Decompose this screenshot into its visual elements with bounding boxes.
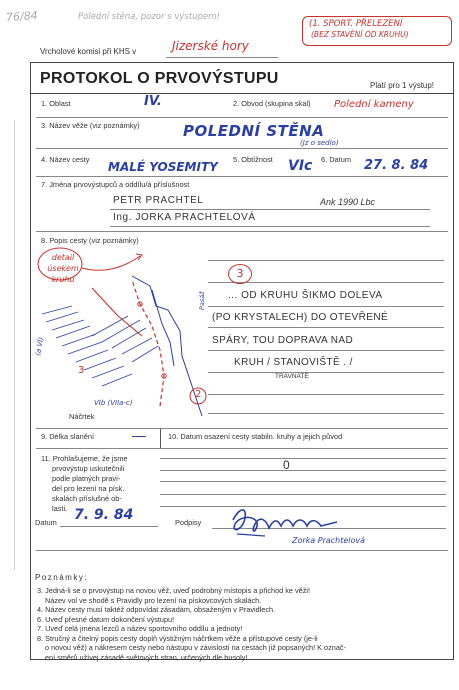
description-note: TRAVNATÉ — [275, 373, 309, 380]
cesta-label: 4. Název cesty — [41, 155, 90, 164]
delka-label: 9. Délka slanění — [41, 432, 94, 441]
vez-note: (Jz o sedlo) — [300, 139, 339, 147]
vez-label: 3. Název věže (viz poznámky) — [41, 121, 140, 130]
signature-2: Zorka Prachtelová — [292, 536, 366, 545]
podpisy-label: Podpisy — [175, 518, 202, 527]
note-2: 4. Název cesty musí taktéž odpovídat zásadám, obsaženým v Pravidlech. — [37, 605, 276, 614]
red-box-note-line-2: (BEZ STAVĚNÍ OD KRUHU) — [311, 30, 409, 39]
datum-label: 6. Datum — [321, 155, 351, 164]
nacrtek-label: Náčrtek — [69, 412, 95, 421]
prohlasujeme-line-6: lasti. — [52, 504, 68, 513]
delka-dash — [132, 436, 146, 437]
left-margin-fold — [14, 120, 15, 570]
note-1: 3. Jedná-li se o prvovýstup na novou věž, uveď podrobný místopis a přichod ke věži! — [37, 586, 310, 595]
sketch-label-vi: (a VI) — [34, 336, 46, 357]
osazeni-value: 0 — [283, 458, 290, 472]
oblast-value: IV. — [144, 94, 162, 109]
notes-block — [37, 586, 346, 662]
red-box-note — [302, 16, 452, 46]
committee-value: Jizerské hory — [172, 39, 249, 53]
datum2-value: 7. 9. 84 — [74, 507, 134, 523]
datum2-label: Datum — [35, 518, 57, 527]
osazeni-label: 10. Datum osazení cesty stabiln. kruhy a jejich původ — [168, 432, 343, 441]
prohlasujeme-line-5: skalách příslušné ob- — [52, 494, 122, 503]
prohlasujeme-line-1: 11. Prohlašujeme, že jsme — [41, 454, 128, 463]
obtiznost-label: 5. Obtížnost — [233, 155, 273, 164]
oblast-label: 1. Oblast — [41, 99, 71, 108]
desc-marker-3: 3 — [228, 264, 252, 284]
person-2: Ing. JORKA PRACHTELOVÁ — [113, 212, 256, 223]
note-4: 7. Uveď celá jména lezců a název sportovního oddílu a jednoty! — [37, 624, 243, 633]
jmena-label: 7. Jména prvovýstupců a oddílu/á příslušnost — [41, 180, 190, 189]
prohlasujeme-line-3: podle platných pravi- — [52, 474, 121, 483]
note-1b: Název vol ve shodě s Pravidly pro lezení na pískovcových skalách. — [45, 595, 262, 605]
note-5b: o novou věž) a nákresem cesty nebo nástupu v závislosti na cestách již popsaných! K označ- — [45, 643, 346, 652]
notes-title: Poznámky: — [35, 573, 89, 582]
page-number: 76/84 — [5, 8, 39, 25]
page-title: PROTOKOL O PRVOVÝSTUPU — [40, 70, 279, 87]
person-1-club: Ank 1990 Lbc — [320, 197, 376, 207]
pencil-note: Polední stěna, pozor s výstupem! — [78, 12, 220, 22]
sketch-detail-label: detail úsekem kruhu — [47, 253, 79, 284]
sketch-label-pasaz: Pasáž — [198, 291, 206, 310]
committee-label: Vrcholové komisi při KHS v — [40, 47, 137, 56]
sketch-marker-3: 3 — [78, 365, 85, 376]
vez-value: POLEDNÍ STĚNA — [183, 122, 325, 140]
red-box-note-line-1: (1. SPORT. PŘELEZENÍ — [309, 19, 403, 29]
prohlasujeme-line-4: del pro lezení na písk. — [52, 484, 125, 493]
obvod-label: 2. Obvod (skupina skal) — [233, 99, 311, 108]
note-3: 6. Uveď přesné datum dokončení výstupu! — [37, 614, 175, 624]
prohlasujeme-line-2: prvovýstup uskutečnili — [52, 464, 125, 473]
cesta-value: MALÉ YOSEMITY — [108, 160, 218, 174]
obtiznost-value: VIc — [288, 158, 313, 174]
person-1: PETR PRACHTEL — [113, 195, 204, 206]
datum-value: 27. 8. 84 — [364, 158, 429, 173]
validity-note: Platí pro 1 výstup! — [370, 81, 435, 90]
note-5: 8. Stručný a čitelný popis cesty doplň výstižným náčrtkem věže a přístupové cesty (je-li — [37, 633, 318, 643]
sketch-label-grade: VIb (VIIa-c) — [94, 399, 133, 407]
note-5c: ení směrů užívej zásadě světových stran, určených dle busoly! — [45, 652, 248, 662]
popis-label: 8. Popis cesty (viz poznámky) — [41, 236, 139, 245]
description-line-1: ... OD KRUHU ŠIKMO DOLEVA — [228, 290, 383, 301]
obvod-value: Polední kameny — [334, 99, 414, 110]
description-line-4: KRUH / STANOVIŠTĚ . / — [234, 357, 353, 368]
sketch-marker-2: 2 — [195, 389, 202, 400]
description-line-3: SPÁRY, TOU DOPRAVA NAD — [212, 335, 354, 346]
description-line-2: (PO KRYSTALECH) DO OTEVŘENÉ — [212, 312, 389, 323]
